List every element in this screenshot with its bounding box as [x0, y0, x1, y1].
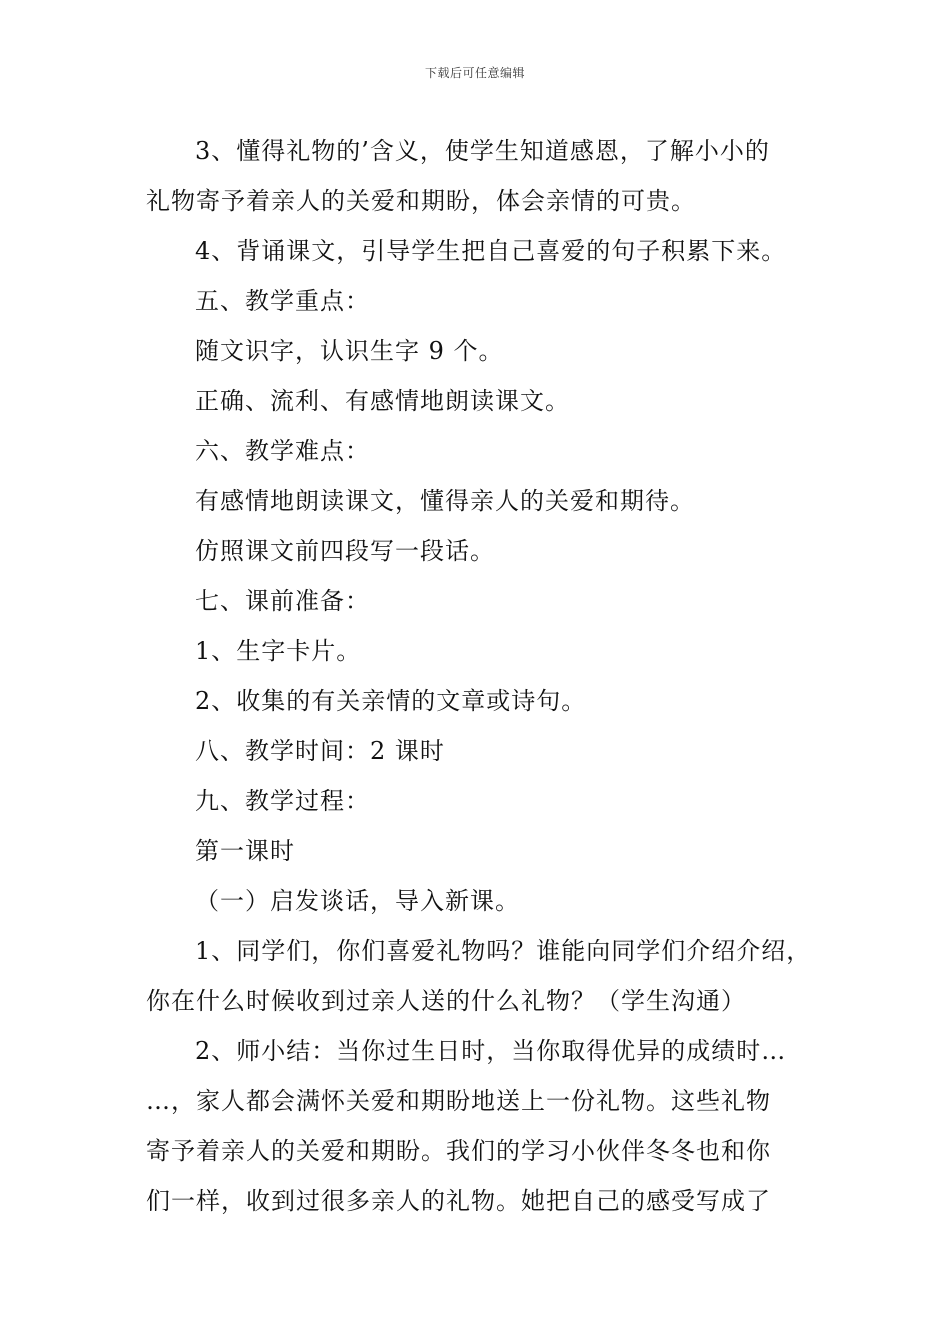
section-heading: 六、教学难点：: [195, 437, 370, 465]
section-heading: 八、教学时间：2 课时: [195, 737, 445, 765]
text-line: 仿照课文前四段写一段话。: [195, 537, 495, 565]
text-line: 2、师小结：当你过生日时，当你取得优异的成绩时…: [195, 1037, 787, 1065]
text-line: 4、背诵课文，引导学生把自己喜爱的句子积累下来。: [195, 237, 787, 265]
text-line: 寄予着亲人的关爱和期盼。我们的学习小伙伴冬冬也和你: [146, 1137, 771, 1165]
text-line: 2、收集的有关亲情的文章或诗句。: [195, 687, 587, 715]
text-line: 礼物寄予着亲人的关爱和期盼，体会亲情的可贵。: [146, 187, 696, 215]
subsection-heading: 第一课时: [195, 837, 295, 865]
section-heading: 七、课前准备：: [195, 587, 370, 615]
text-line: 正确、流利、有感情地朗读课文。: [195, 387, 570, 415]
text-line: 你在什么时候收到过亲人送的什么礼物？（学生沟通）: [146, 987, 746, 1015]
text-line: 1、生字卡片。: [195, 637, 362, 665]
text-line: 随文识字，认识生字 9 个。: [195, 337, 504, 365]
document-body: [146, 126, 818, 1226]
text-line: 们一样，收到过很多亲人的礼物。她把自己的感受写成了: [146, 1187, 771, 1215]
page-header: 下载后可任意编辑: [424, 66, 525, 80]
text-line: 1、同学们，你们喜爱礼物吗？谁能向同学们介绍介绍，: [195, 937, 812, 965]
section-heading: 九、教学过程：: [195, 787, 370, 815]
text-line: 有感情地朗读课文，懂得亲人的关爱和期待。: [195, 487, 695, 515]
text-line: 3、懂得礼物的’含义，使学生知道感恩，了解小小的: [195, 137, 770, 165]
subsection-heading: （一）启发谈话，导入新课。: [195, 887, 520, 915]
section-heading: 五、教学重点：: [195, 287, 370, 315]
text-line: …，家人都会满怀关爱和期盼地送上一份礼物。这些礼物: [146, 1087, 771, 1115]
